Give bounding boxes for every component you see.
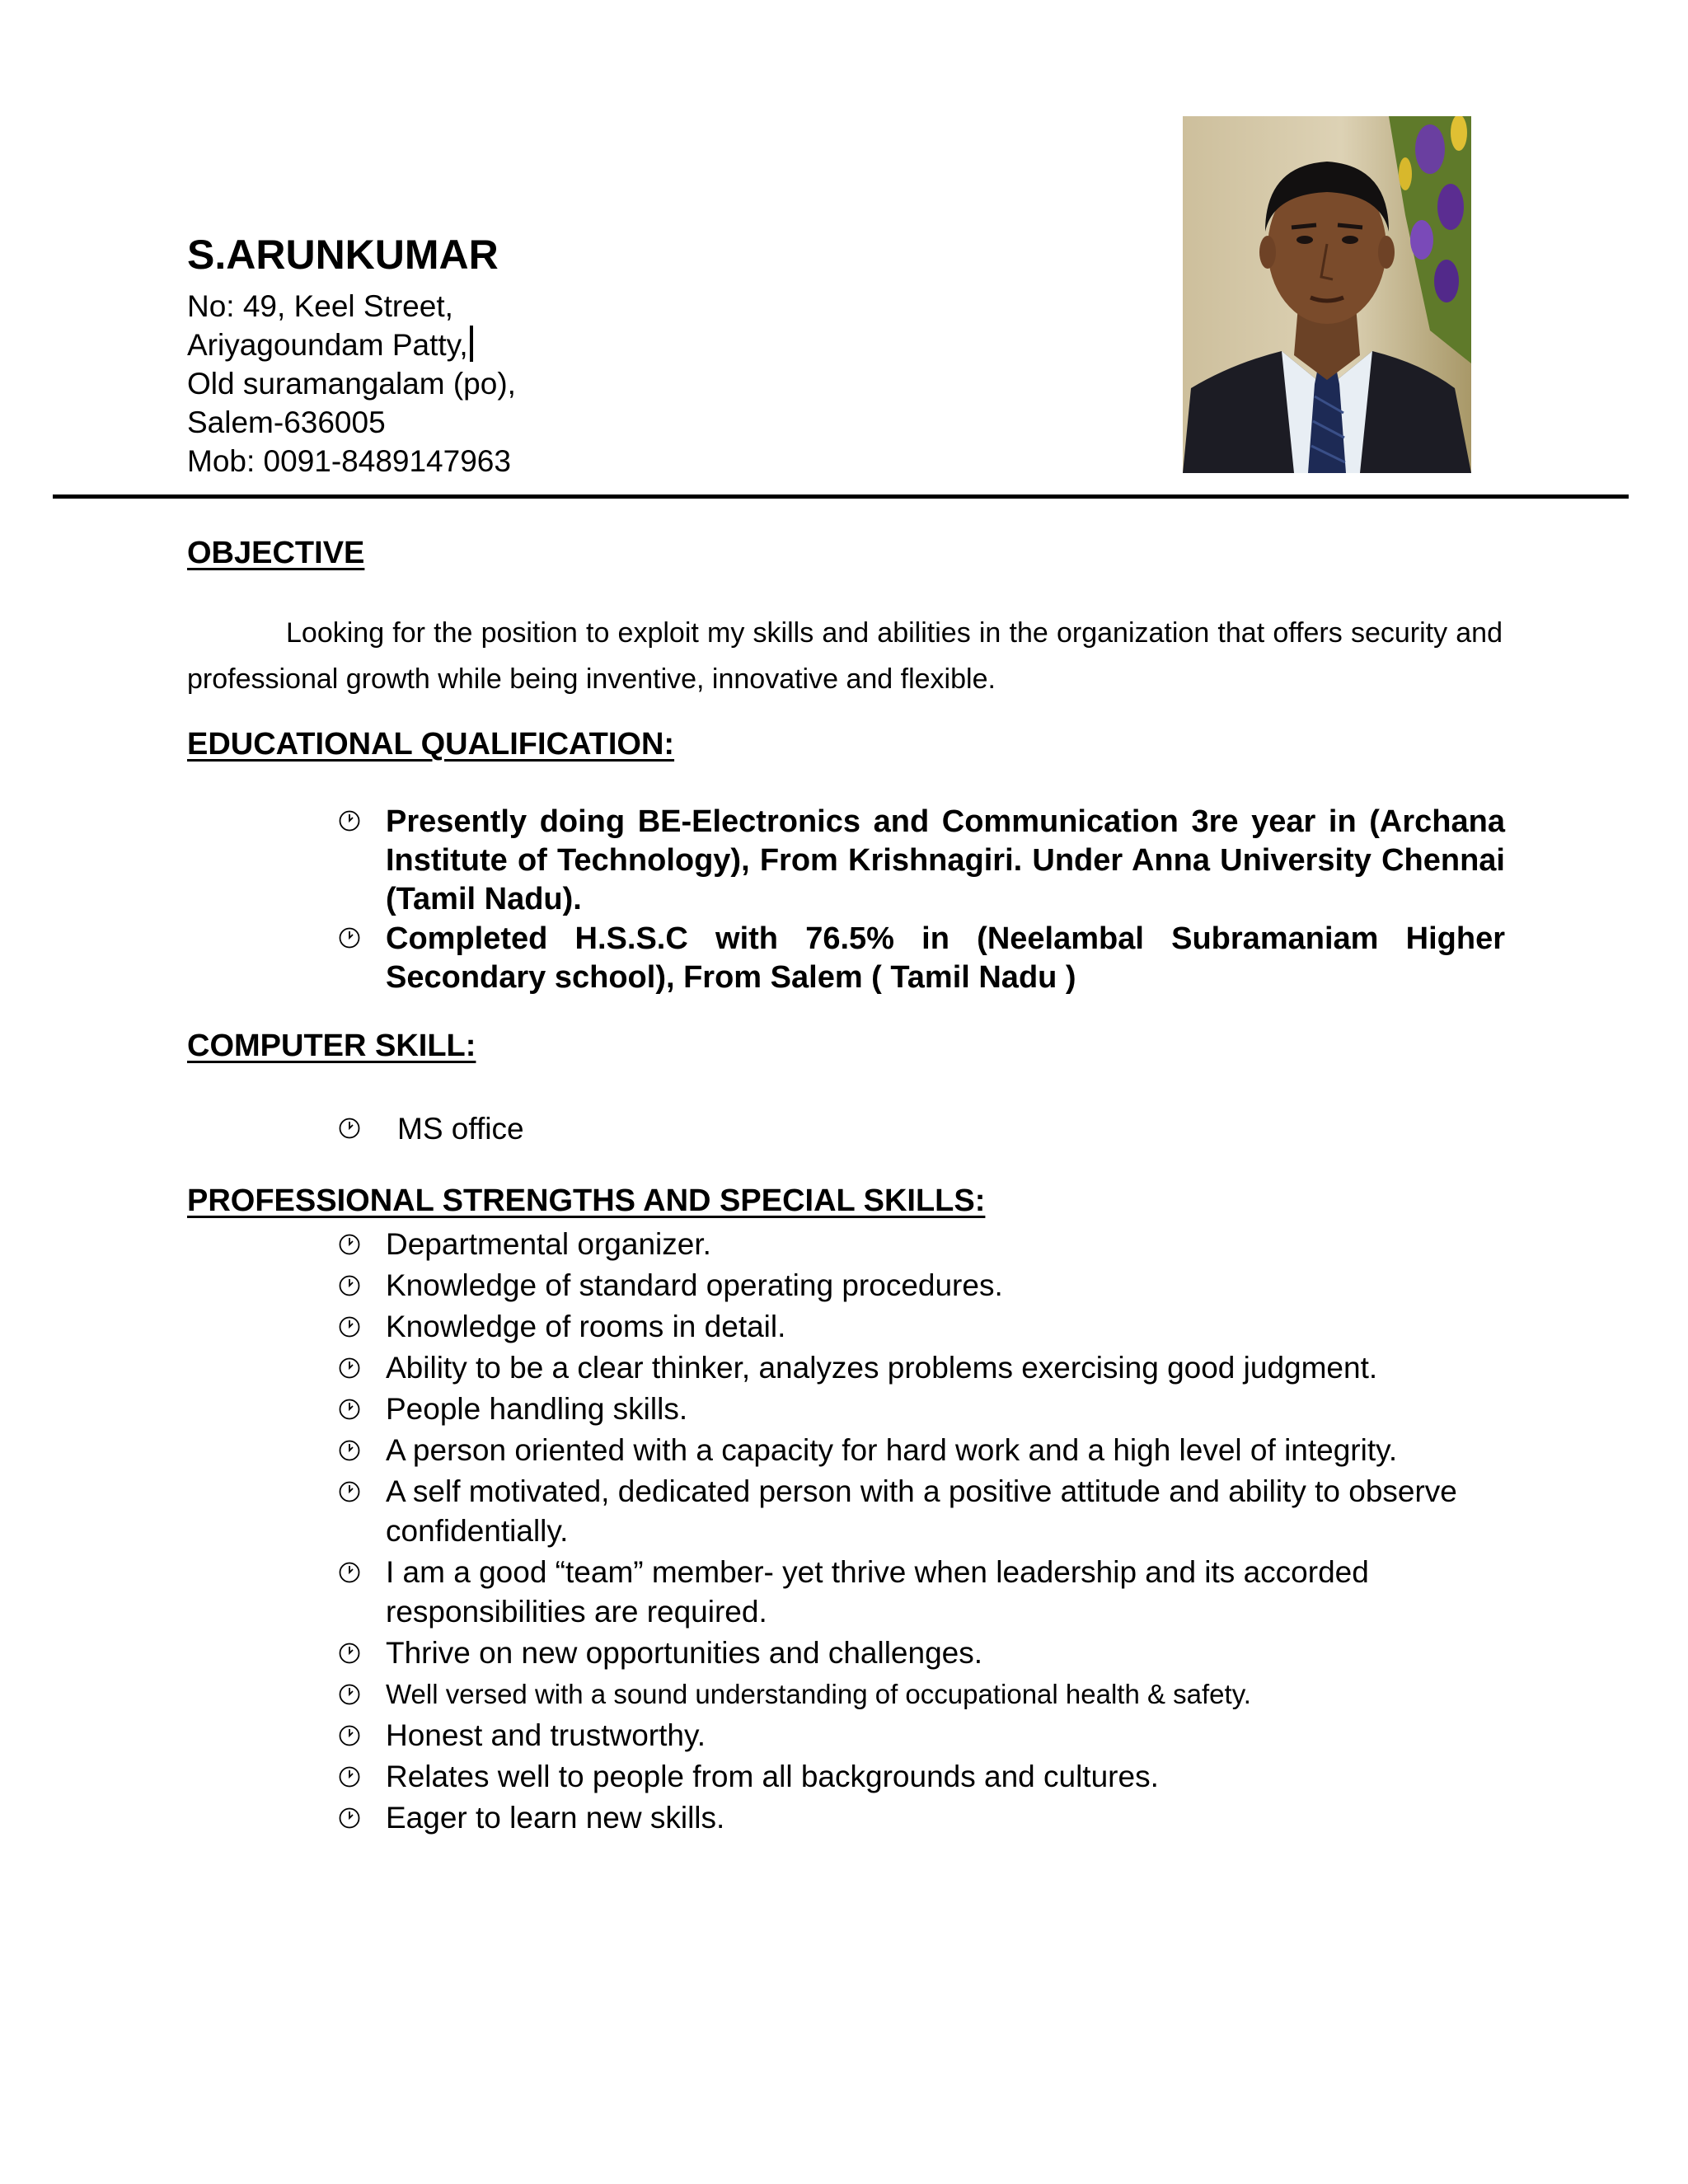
list-item: [338, 1307, 1505, 1347]
list-item: [338, 1266, 1505, 1305]
list-item: [338, 1431, 1505, 1470]
address-line: No: 49, Keel Street,: [187, 289, 453, 323]
strength-item: A self motivated, dedicated person with a positive attitude and ability to observe confidentially.: [386, 1474, 1457, 1548]
clock-icon: [338, 809, 361, 832]
education-heading: EDUCATIONAL QUALIFICATION:: [187, 727, 675, 762]
education-item: Presently doing BE-Electronics and Communication 3re year in (Archana Institute of Technology), From Krishnagiri. Under Anna University Chennai (Tamil Nadu).: [386, 804, 1505, 916]
clock-icon: [338, 1357, 361, 1380]
list-item: [338, 1675, 1505, 1714]
phone-number: Mob: 0091-8489147963: [187, 444, 511, 478]
strength-item: Ability to be a clear thinker, analyzes problems exercising good judgment.: [386, 1351, 1378, 1385]
header-divider: [53, 494, 1629, 499]
clock-icon: [338, 1117, 361, 1140]
list-item: [338, 1472, 1505, 1551]
computer-skill-heading: COMPUTER SKILL:: [187, 1029, 476, 1063]
education-item: Completed H.S.S.C with 76.5% in (Neelambal Subramaniam Higher Secondary school), From Salem ( Tamil Nadu ): [386, 921, 1505, 995]
list-item: [338, 1225, 1505, 1264]
clock-icon: [338, 1807, 361, 1830]
education-list: [338, 803, 1505, 998]
strength-item: A person oriented with a capacity for hard work and a high level of integrity.: [386, 1433, 1398, 1467]
list-item: [338, 1108, 1505, 1150]
list-item: [338, 1716, 1505, 1755]
strength-item: Relates well to people from all backgrounds and cultures.: [386, 1760, 1159, 1793]
objective-text: Looking for the position to exploit my skills and abilities in the organization that offers security and professional growth while being inventive, innovative and flexible.: [187, 617, 1503, 695]
strength-item: Honest and trustworthy.: [386, 1718, 706, 1752]
strength-item: People handling skills.: [386, 1392, 688, 1426]
clock-icon: [338, 1398, 361, 1421]
clock-icon: [338, 1642, 361, 1665]
strength-item: I am a good “team” member- yet thrive when leadership and its accorded responsibilities are required.: [386, 1555, 1369, 1629]
list-item: [338, 920, 1505, 997]
clock-icon: [338, 1480, 361, 1503]
list-item: [338, 1390, 1505, 1429]
clock-icon: [338, 926, 361, 949]
strength-item: Thrive on new opportunities and challenges.: [386, 1636, 983, 1670]
clock-icon: [338, 1439, 361, 1462]
strength-item: Knowledge of standard operating procedures.: [386, 1268, 1003, 1302]
text-cursor: [470, 326, 473, 362]
list-item: [338, 803, 1505, 919]
clock-icon: [338, 1765, 361, 1788]
strengths-heading: PROFESSIONAL STRENGTHS AND SPECIAL SKILLS:: [187, 1183, 986, 1218]
contact-address: [187, 287, 516, 480]
clock-icon: [338, 1274, 361, 1297]
clock-icon: [338, 1561, 361, 1584]
strengths-list: [338, 1225, 1505, 1840]
applicant-name: S.ARUNKUMAR: [187, 232, 499, 278]
strength-item: Eager to learn new skills.: [386, 1801, 725, 1835]
address-line: Salem-636005: [187, 405, 386, 439]
strength-item: Well versed with a sound understanding of occupational health & safety.: [386, 1679, 1251, 1709]
clock-icon: [338, 1315, 361, 1338]
clock-icon: [338, 1724, 361, 1747]
strength-item: Knowledge of rooms in detail.: [386, 1310, 786, 1343]
strength-item: Departmental organizer.: [386, 1227, 711, 1261]
list-item: [338, 1798, 1505, 1838]
clock-icon: [338, 1233, 361, 1256]
list-item: [338, 1757, 1505, 1797]
address-line: Old suramangalam (po),: [187, 367, 516, 401]
address-line: Ariyagoundam Patty,: [187, 326, 516, 364]
computer-skill-item: MS office: [397, 1112, 524, 1146]
computer-skill-list: [338, 1108, 1505, 1150]
list-item: [338, 1633, 1505, 1673]
objective-heading: OBJECTIVE: [187, 536, 365, 570]
list-item: [338, 1348, 1505, 1388]
list-item: [338, 1553, 1505, 1632]
profile-photo: [1183, 116, 1471, 473]
clock-icon: [338, 1683, 361, 1706]
